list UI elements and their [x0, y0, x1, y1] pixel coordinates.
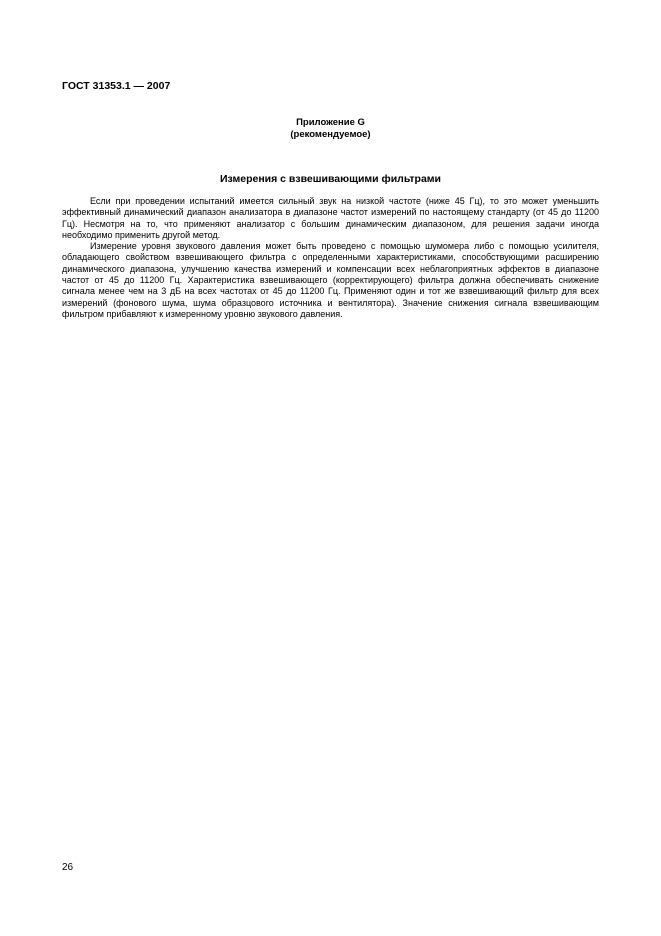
paragraph: Измерение уровня звукового давления может быть проведено с помощью шумомера либо с помощью усилителя, обладающего свойством взвешивающего фильтра с определенными характеристиками, способствующими расширению динамического диапазона, улучшению качества измерений и компенсации всех неблагоприятных эффектов в диапазоне частот от 45 до 11200 Гц. Характеристика взвешивающего (корректирующего) фильтра должна обеспечивать снижение сигнала менее чем на 3 дБ на всех частотах от 45 до 11200 Гц. Применяют один и тот же взвешивающий фильтр для всех измерений (фонового шума, шума образцового источника и вентилятора). Значение снижения сигнала взвешивающим фильтром прибавляют к измеренному уровню звукового давления.: [62, 241, 599, 319]
section-title: Измерения с взвешивающими фильтрами: [219, 173, 442, 185]
appendix-title: Приложение G: [296, 117, 365, 128]
page-number: 26: [62, 862, 74, 873]
body-text: [62, 196, 599, 320]
document-header-code: ГОСТ 31353.1 — 2007: [62, 80, 171, 92]
paragraph: Если при проведении испытаний имеется сильный звук на низкой частоте (ниже 45 Гц), то это может уменьшить эффективный динамический диапазон анализатора в диапазоне частот измерений по настоящему стандарту (от 45 до 11200 Гц). Несмотря на то, что применяют анализатор с большим динамическим диапазоном, для решения задачи иногда необходимо применить другой метод.: [62, 196, 599, 240]
appendix-heading: [0, 117, 661, 141]
appendix-status: (рекомендуемое): [290, 129, 371, 140]
